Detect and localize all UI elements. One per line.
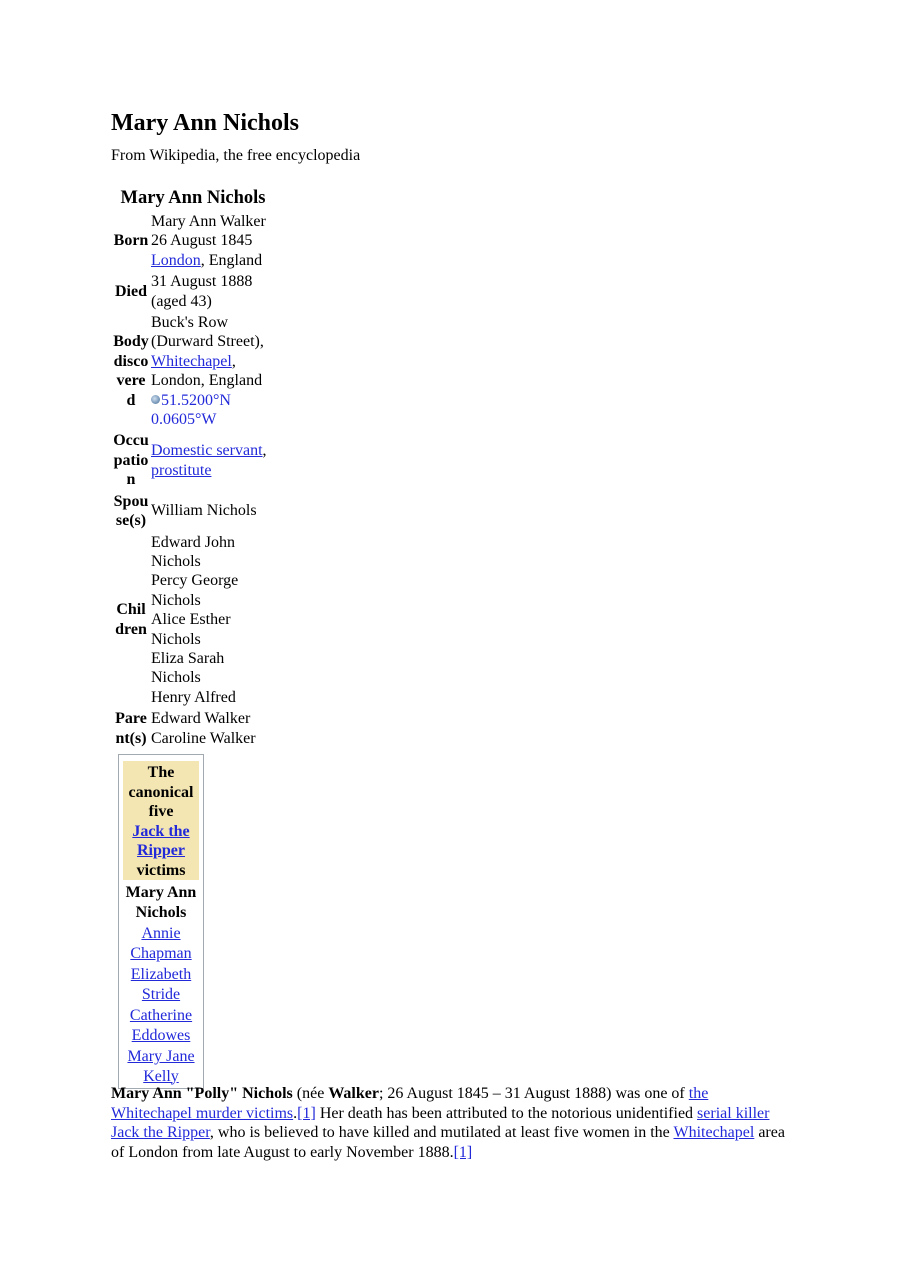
navbox-current-item: Mary Ann Nichols	[125, 884, 197, 921]
lead-text-3: , who is believed to have killed and mutilated at least five women in the	[209, 1124, 674, 1142]
navbox-item-catherine-eddowes[interactable]: Catherine Eddowes	[129, 1007, 193, 1044]
navbox-item-annie-chapman[interactable]: Annie Chapman	[130, 925, 192, 962]
death-age: (aged 43)	[151, 292, 212, 310]
birth-place-rest: , England	[200, 251, 263, 269]
lead-nee-prefix: (née	[292, 1085, 329, 1102]
serial-killer-link[interactable]: serial killer	[697, 1104, 770, 1122]
lead-nee-name: Walker	[328, 1085, 379, 1102]
occupation-sep: ,	[262, 442, 267, 460]
birth-place-link[interactable]: London	[151, 251, 201, 269]
navbox-item-elizabeth-stride[interactable]: Elizabeth Stride	[130, 966, 192, 1003]
globe-icon	[151, 395, 160, 404]
infobox-row-occupation	[113, 431, 273, 489]
child-item: Henry Alfred	[151, 688, 236, 706]
infobox-value-occupation	[151, 431, 273, 489]
page-tagline: From Wikipedia, the free encyclopedia	[111, 147, 361, 164]
infobox-row-parents	[113, 709, 273, 748]
page-title: Mary Ann Nichols	[111, 110, 300, 136]
ripper-victims-navbox	[118, 754, 204, 1089]
death-date: 31 August 1888	[151, 273, 253, 291]
child-item: Eliza Sarah Nichols	[151, 649, 225, 687]
navbox-header-link[interactable]: Jack the Ripper	[132, 822, 190, 859]
infobox-value-born	[151, 212, 273, 270]
infobox-label-occupation: Occupation	[113, 432, 149, 489]
infobox	[111, 186, 275, 750]
infobox-row-died	[113, 272, 273, 311]
child-item: Alice Esther Nichols	[151, 611, 231, 648]
infobox-row-children	[113, 533, 273, 708]
navbox-header-suffix: victims	[136, 861, 186, 879]
occupation-link-domestic-servant[interactable]: Domestic servant	[151, 442, 263, 460]
infobox-label-children: Children	[115, 601, 147, 638]
body-location-comma: ,	[231, 352, 236, 370]
lead-paragraph	[111, 1084, 791, 1162]
infobox-value-children	[151, 533, 273, 708]
infobox-label-died: Died	[115, 282, 147, 300]
child-item: Edward John Nichols	[151, 533, 235, 570]
jack-the-ripper-link[interactable]: Jack the Ripper	[111, 1124, 210, 1142]
coordinates-text: 51.5200°N 0.0605°W	[151, 391, 231, 429]
infobox-value-parents	[151, 709, 273, 748]
body-location-line1: Buck's Row (Durward Street),	[151, 314, 264, 351]
reference-link-1[interactable]: [1]	[297, 1104, 316, 1122]
coordinates-link[interactable]	[151, 392, 231, 428]
lead-text-2: Her death has been attributed to the notorious unidentified	[315, 1104, 698, 1122]
lead-name: Mary Ann "Polly" Nichols	[111, 1085, 293, 1102]
infobox-row-spouse	[113, 492, 273, 531]
lead-period: .	[293, 1104, 298, 1122]
child-item: Percy George Nichols	[151, 572, 239, 609]
birth-name: Mary Ann Walker	[151, 213, 266, 230]
reference-link-2[interactable]: [1]	[453, 1143, 473, 1161]
birth-date: 26 August 1845	[151, 232, 253, 250]
infobox-label-parents: Parent(s)	[115, 710, 147, 747]
lead-text-4: area of London from late August to early November 1888.	[111, 1124, 785, 1161]
infobox-label-born: Born	[113, 232, 149, 250]
infobox-value-spouse: William Nichols	[151, 502, 257, 520]
infobox-label-spouse: Spouse(s)	[113, 492, 149, 530]
parent-item: Caroline Walker	[151, 729, 256, 747]
whitechapel-murders-link[interactable]: the Whitechapel murder victims	[111, 1085, 709, 1122]
infobox-row-born	[113, 212, 273, 270]
navbox-header	[123, 761, 199, 880]
infobox-caption: Mary Ann Nichols	[120, 188, 266, 208]
infobox-label-body-discovered: Body discovered	[113, 333, 149, 409]
body-location-line3: London, England	[151, 372, 263, 390]
occupation-link-prostitute[interactable]: prostitute	[151, 461, 212, 479]
parent-item: Edward Walker	[151, 710, 251, 728]
infobox-row-body-discovered	[113, 313, 273, 429]
infobox-value-body-discovered	[151, 313, 273, 429]
navbox-header-text: The canonical five	[128, 764, 194, 820]
infobox-value-died	[151, 272, 273, 311]
lead-dates: ; 26 August 1845 – 31 August 1888) was one of	[378, 1085, 689, 1102]
whitechapel-area-link[interactable]: Whitechapel	[673, 1124, 755, 1142]
navbox-item-mary-jane-kelly[interactable]: Mary Jane Kelly	[127, 1048, 195, 1085]
whitechapel-link[interactable]: Whitechapel	[151, 352, 232, 370]
